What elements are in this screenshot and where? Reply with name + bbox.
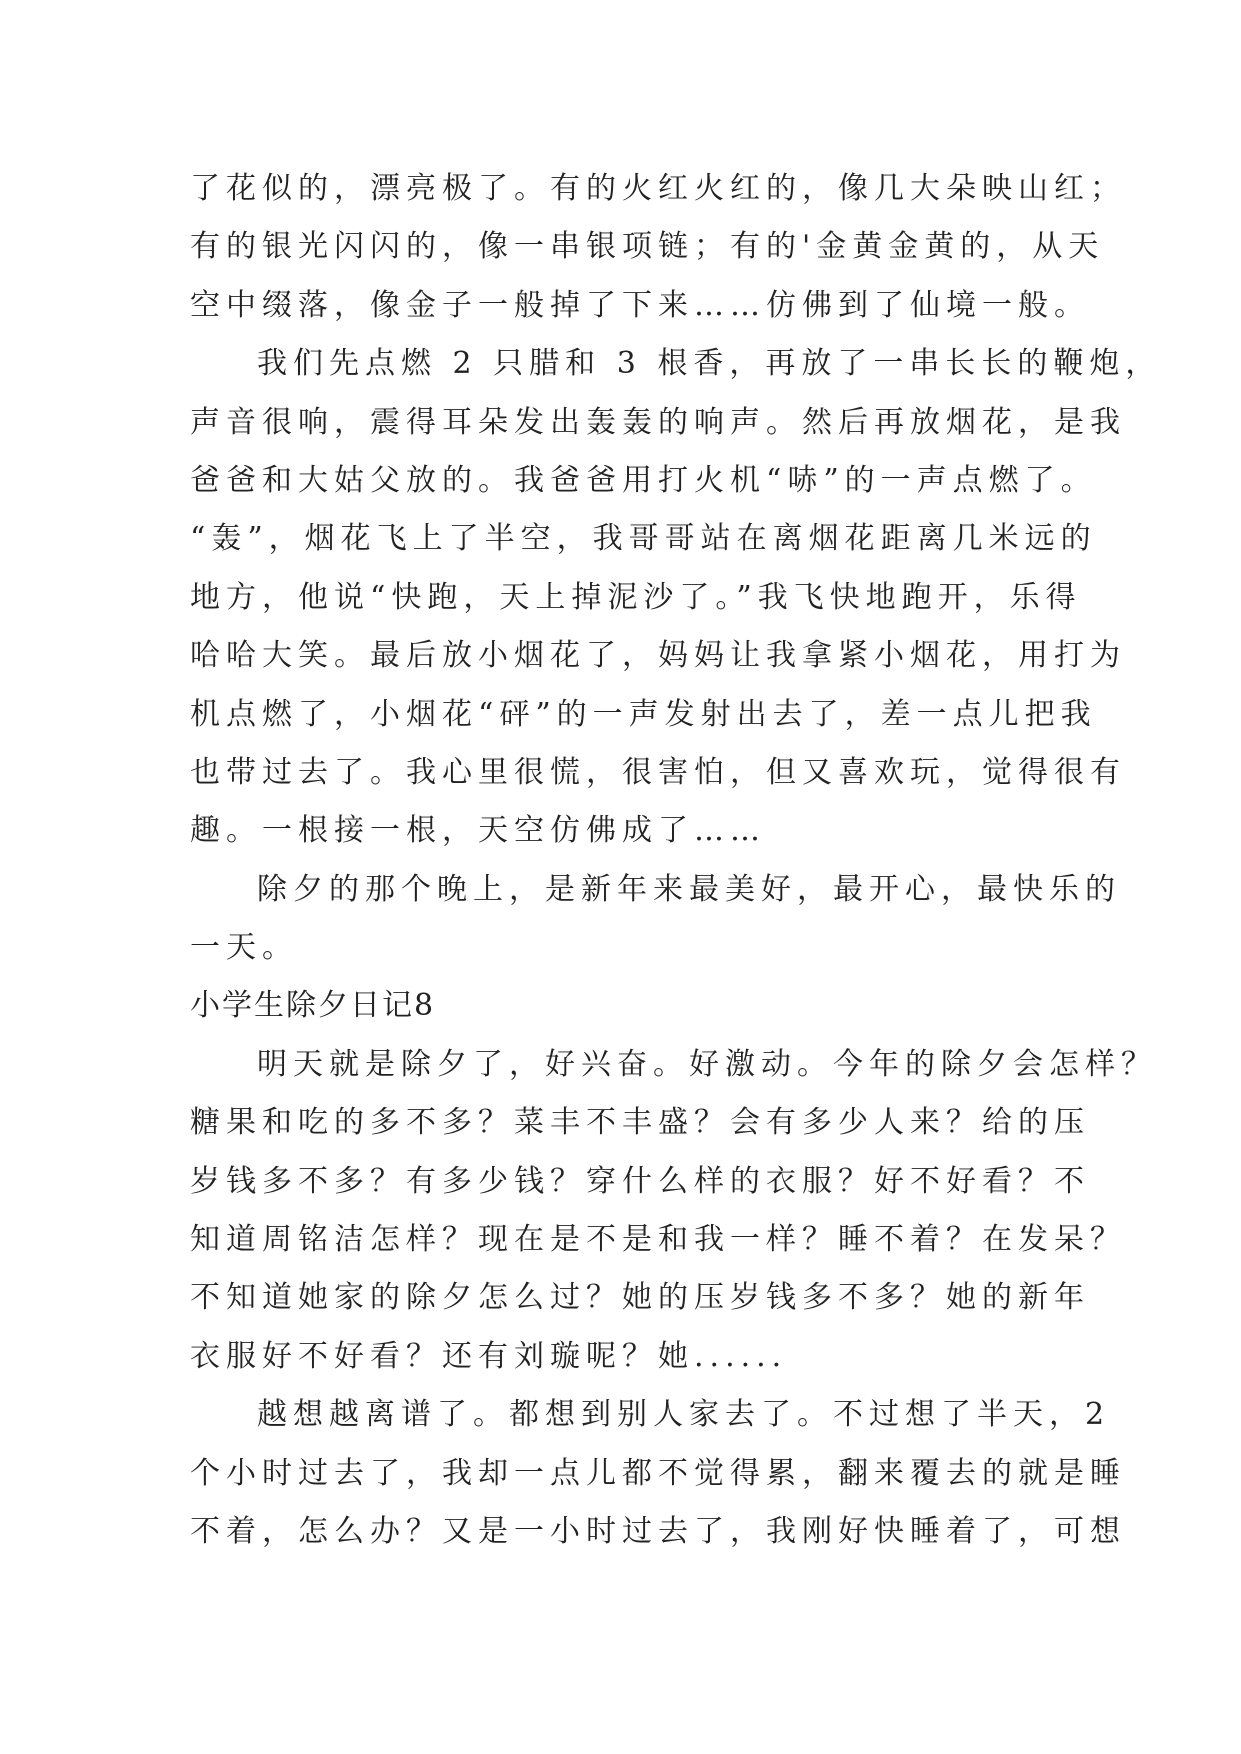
text-line: 了花似的，漂亮极了。有的火红火红的，像几大朵映山红； bbox=[190, 171, 1126, 206]
text-line: 地方，他说“快跑，天上掉泥沙了。”我飞快地跑开，乐得 bbox=[190, 579, 1082, 615]
paragraph-first-line: 我们先点燃 2 只腊和 3 根香，再放了一串长长的鞭炮， bbox=[257, 346, 1162, 382]
text-line: 糖果和吃的多不多？菜丰不丰盛？会有多少人来？给的压 bbox=[190, 1105, 1090, 1141]
text-line: “轰”，烟花飞上了半空，我哥哥站在离烟花距离几米远的 bbox=[190, 521, 1097, 557]
text-line: 爸爸和大姑父放的。我爸爸用打火机“哧”的一声点燃了。 bbox=[190, 462, 1097, 498]
text-line: 岁钱多不多？有多少钱？穿什么样的衣服？好不好看？不 bbox=[190, 1163, 1090, 1199]
text-line: 声音很响，震得耳朵发出轰轰的响声。然后再放烟花，是我 bbox=[190, 404, 1126, 440]
text-line: 不着，怎么办？又是一小时过去了，我刚好快睡着了，可想 bbox=[190, 1513, 1126, 1549]
text-line: 哈哈大笑。最后放小烟花了，妈妈让我拿紧小烟花，用打为 bbox=[190, 638, 1126, 674]
paragraph-first-line: 越想越离谱了。都想到别人家去了。不过想了半天，2 bbox=[257, 1397, 1111, 1433]
paragraph-first-line: 明天就是除夕了，好兴奋。好激动。今年的除夕会怎样？ bbox=[257, 1046, 1157, 1082]
text-line: 趣。一根接一根，天空仿佛成了…… bbox=[190, 813, 766, 849]
text-line: 不知道她家的除夕怎么过？她的压岁钱多不多？她的新年 bbox=[190, 1280, 1090, 1316]
text-line: 机点燃了，小烟花“砰”的一声发射出去了，差一点儿把我 bbox=[190, 696, 1097, 732]
text-line: 也带过去了。我心里很慌，很害怕，但又喜欢玩，觉得很有 bbox=[190, 754, 1126, 790]
text-line: 知道周铭洁怎样？现在是不是和我一样？睡不着？在发呆？ bbox=[190, 1222, 1126, 1258]
text-line: 一天。 bbox=[190, 930, 298, 966]
section-heading: 小学生除夕日记8 bbox=[190, 988, 436, 1024]
paragraph-first-line: 除夕的那个晚上，是新年来最美好，最开心，最快乐的 bbox=[257, 871, 1121, 907]
text-line: 有的银光闪闪的，像一串银项链；有的'金黄金黄的，从天 bbox=[190, 229, 1105, 265]
text-line: 衣服好不好看？还有刘璇呢？她...... bbox=[190, 1338, 788, 1374]
text-line: 空中缀落，像金子一般掉了下来……仿佛到了仙境一般。 bbox=[190, 287, 1090, 323]
document-body bbox=[190, 160, 1162, 1561]
text-line: 个小时过去了，我却一点儿都不觉得累，翻来覆去的就是睡 bbox=[190, 1455, 1126, 1491]
